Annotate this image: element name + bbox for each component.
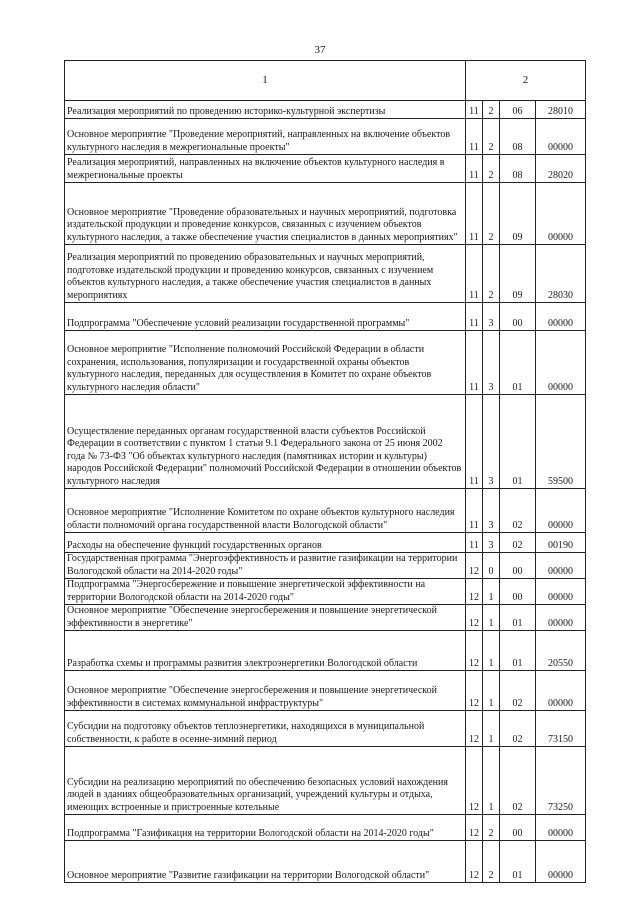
table-row [65, 395, 586, 489]
row-code-cell: 11 [466, 533, 483, 553]
row-code-cell: 00000 [536, 553, 586, 579]
table-row [65, 245, 586, 303]
row-name-cell: Основное мероприятие "Обеспечение энергосбережения и повышение энергетической эффективности в энергетике" [65, 605, 466, 631]
row-code-cell: 11 [466, 183, 483, 245]
row-code-cell: 73250 [536, 747, 586, 815]
row-code-cell: 11 [466, 245, 483, 303]
row-code-cell: 09 [500, 245, 536, 303]
row-code-cell: 11 [466, 303, 483, 331]
row-code-cell: 06 [500, 101, 536, 119]
row-code-cell: 2 [483, 245, 500, 303]
table-row [65, 101, 586, 119]
row-code-cell: 11 [466, 489, 483, 533]
header-col-1: 1 [65, 61, 466, 101]
row-code-cell: 11 [466, 395, 483, 489]
row-code-cell: 1 [483, 747, 500, 815]
row-code-cell: 12 [466, 815, 483, 841]
table-row [65, 155, 586, 183]
row-code-cell: 12 [466, 631, 483, 671]
table-row [65, 119, 586, 155]
row-code-cell: 12 [466, 747, 483, 815]
row-code-cell: 2 [483, 841, 500, 883]
row-code-cell: 00000 [536, 815, 586, 841]
row-code-cell: 3 [483, 303, 500, 331]
row-code-cell: 00000 [536, 303, 586, 331]
row-code-cell: 1 [483, 605, 500, 631]
row-code-cell: 12 [466, 553, 483, 579]
table-row [65, 815, 586, 841]
row-code-cell: 11 [466, 155, 483, 183]
page-number: 37 [314, 44, 326, 56]
row-code-cell: 00 [500, 303, 536, 331]
row-code-cell: 08 [500, 155, 536, 183]
table-row [65, 841, 586, 883]
row-code-cell: 02 [500, 533, 536, 553]
table-row [65, 183, 586, 245]
table-row [65, 533, 586, 553]
table-row [65, 747, 586, 815]
row-code-cell: 0 [483, 553, 500, 579]
row-code-cell: 3 [483, 533, 500, 553]
row-name-cell: Реализация мероприятий, направленных на включение объектов культурного наследия в межрегиональные проекты [65, 155, 466, 183]
row-code-cell: 08 [500, 119, 536, 155]
row-name-cell: Основное мероприятие "Развитие газификации на территории Вологодской области" [65, 841, 466, 883]
table-header-row [65, 61, 586, 101]
row-code-cell: 00000 [536, 489, 586, 533]
row-name-cell: Реализация мероприятий по проведению образовательных и научных мероприятий, подготовке издательской продукции и проведению конкурсов, связанных с изучением объектов культурного наследия, а также обеспечение участия специалистов в данных мероприятиях [65, 245, 466, 303]
row-code-cell: 2 [483, 155, 500, 183]
row-name-cell: Субсидии на реализацию мероприятий по обеспечению безопасных условий нахождения людей в зданиях общеобразовательных организаций, учреждений культуры и отдыха, имеющих встроенные и пристроенные котельные [65, 747, 466, 815]
row-name-cell: Подпрограмма "Газификация на территории Вологодской области на 2014-2020 годы" [65, 815, 466, 841]
row-code-cell: 00 [500, 553, 536, 579]
row-code-cell: 00000 [536, 605, 586, 631]
row-code-cell: 2 [483, 119, 500, 155]
row-code-cell: 12 [466, 605, 483, 631]
table-row [65, 671, 586, 711]
row-code-cell: 00000 [536, 841, 586, 883]
row-name-cell: Основное мероприятие "Проведение образовательных и научных мероприятий, подготовка издательской продукции и проведение конкурсов, связанных с изучением объектов культурного наследия, а также обеспечение участия специалистов в данных мероприятиях" [65, 183, 466, 245]
row-code-cell: 00190 [536, 533, 586, 553]
table-row [65, 711, 586, 747]
row-code-cell: 00000 [536, 579, 586, 605]
row-code-cell: 1 [483, 671, 500, 711]
row-code-cell: 59500 [536, 395, 586, 489]
row-name-cell: Государственная программа "Энергоэффективность и развитие газификации на территории Вологодской области на 2014-2020 годы" [65, 553, 466, 579]
row-code-cell: 2 [483, 815, 500, 841]
row-code-cell: 02 [500, 711, 536, 747]
table-row [65, 331, 586, 395]
row-code-cell: 01 [500, 631, 536, 671]
row-code-cell: 09 [500, 183, 536, 245]
row-code-cell: 02 [500, 489, 536, 533]
row-code-cell: 00000 [536, 331, 586, 395]
row-code-cell: 02 [500, 747, 536, 815]
table-row [65, 579, 586, 605]
row-code-cell: 01 [500, 605, 536, 631]
row-name-cell: Осуществление переданных органам государственной власти субъектов Российской Федерации в соответствии с пунктом 1 статьи 9.1 Федерального закона от 25 июня 2002 года № 73-ФЗ "Об объектах культурного наследия (памятниках истории и культуры) народов Российской Федерации" полномочий Российской Федерации в отношении объектов культурного наследия [65, 395, 466, 489]
row-code-cell: 11 [466, 331, 483, 395]
row-name-cell: Подпрограмма "Обеспечение условий реализации государственной программы" [65, 303, 466, 331]
budget-table [64, 60, 586, 883]
row-code-cell: 12 [466, 711, 483, 747]
row-name-cell: Основное мероприятие "Обеспечение энергосбережения и повышение энергетической эффективности в системах коммунальной инфраструктуры" [65, 671, 466, 711]
row-code-cell: 12 [466, 671, 483, 711]
row-code-cell: 3 [483, 489, 500, 533]
row-code-cell: 73150 [536, 711, 586, 747]
row-code-cell: 20550 [536, 631, 586, 671]
row-name-cell: Основное мероприятие "Проведение мероприятий, направленных на включение объектов культурного наследия в межрегиональные проекты" [65, 119, 466, 155]
row-code-cell: 3 [483, 395, 500, 489]
row-code-cell: 28010 [536, 101, 586, 119]
row-code-cell: 01 [500, 331, 536, 395]
table-row [65, 553, 586, 579]
row-name-cell: Расходы на обеспечение функций государственных органов [65, 533, 466, 553]
table-row [65, 605, 586, 631]
row-code-cell: 1 [483, 631, 500, 671]
row-code-cell: 1 [483, 711, 500, 747]
row-name-cell: Разработка схемы и программы развития электроэнергетики Вологодской области [65, 631, 466, 671]
row-code-cell: 00 [500, 579, 536, 605]
table-row [65, 303, 586, 331]
row-code-cell: 00 [500, 815, 536, 841]
table-row [65, 489, 586, 533]
row-code-cell: 3 [483, 331, 500, 395]
row-code-cell: 12 [466, 841, 483, 883]
row-code-cell: 2 [483, 101, 500, 119]
row-name-cell: Основное мероприятие "Исполнение полномочий Российской Федерации в области сохранения, использования, популяризации и государственной охраны объектов культурного наследия, переданных для осуществления в Комитет по охране объектов культурного наследия области" [65, 331, 466, 395]
row-code-cell: 00000 [536, 671, 586, 711]
row-code-cell: 00000 [536, 183, 586, 245]
row-code-cell: 28030 [536, 245, 586, 303]
row-code-cell: 00000 [536, 119, 586, 155]
row-code-cell: 11 [466, 119, 483, 155]
row-name-cell: Подпрограмма "Энергосбережение и повышение энергетической эффективности на территории Вологодской области на 2014-2020 годы" [65, 579, 466, 605]
table-row [65, 631, 586, 671]
row-code-cell: 12 [466, 579, 483, 605]
row-code-cell: 02 [500, 671, 536, 711]
row-code-cell: 2 [483, 183, 500, 245]
row-name-cell: Основное мероприятие "Исполнение Комитетом по охране объектов культурного наследия области полномочий органа государственной власти Вологодской области" [65, 489, 466, 533]
row-name-cell: Субсидии на подготовку объектов теплоэнергетики, находящихся в муниципальной собственности, к работе в осенне-зимний период [65, 711, 466, 747]
row-code-cell: 28020 [536, 155, 586, 183]
row-code-cell: 11 [466, 101, 483, 119]
row-code-cell: 01 [500, 395, 536, 489]
row-code-cell: 01 [500, 841, 536, 883]
header-col-2: 2 [466, 61, 586, 101]
row-code-cell: 1 [483, 579, 500, 605]
row-name-cell: Реализация мероприятий по проведению историко-культурной экспертизы [65, 101, 466, 119]
